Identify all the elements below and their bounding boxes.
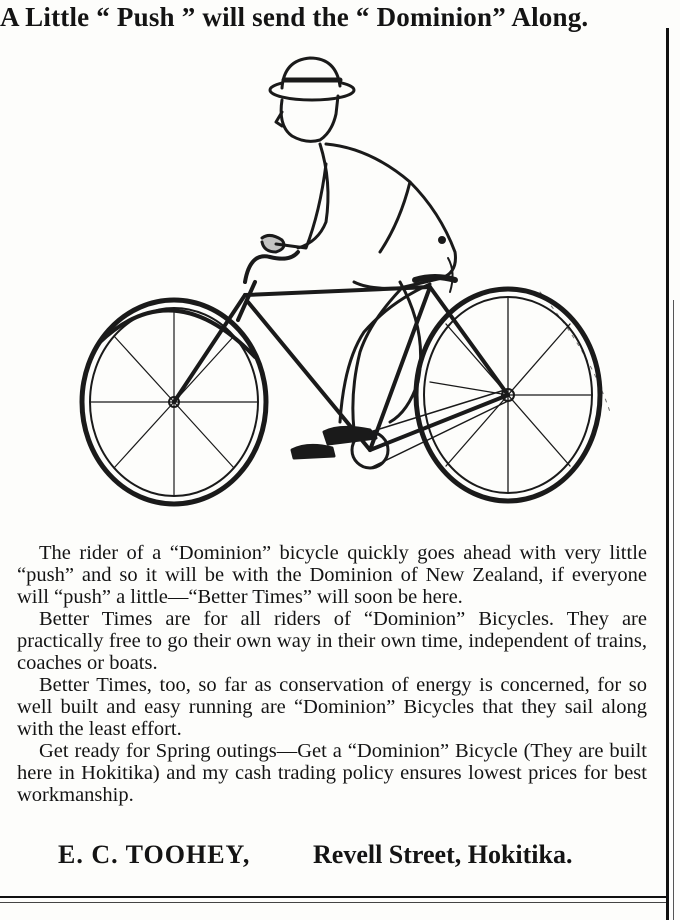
column-rule-right-inner <box>673 300 674 920</box>
merchant-address: Revell Street, Hokitika. <box>313 840 573 869</box>
cyclist-illustration <box>70 52 660 532</box>
advert-headline: A Little “ Push ” will send the “ Dominion” Along. <box>0 2 589 32</box>
paragraph: Better Times, too, so far as conservation of energy is concerned, for so well built and easy running are “Dominion” Bicycles that they sail along with the least effort. <box>17 674 647 740</box>
advert-footer <box>58 838 638 872</box>
column-rule-right <box>666 28 669 920</box>
paragraph: Get ready for Spring outings—Get a “Dominion” Bicycle (They are built here in Hokitika) and my cash trading policy ensures lowest prices for best workmanship. <box>17 740 647 806</box>
paragraph: The rider of a “Dominion” bicycle quickly goes ahead with very little “push” and so it will be with the Dominion of New Zealand, if everyone will “push” a little—“Better Times” will soon be here. <box>17 542 647 608</box>
advert-body-text <box>17 542 647 806</box>
column-rule-bottom-thin <box>0 902 666 903</box>
column-rule-bottom <box>0 896 666 898</box>
paragraph: Better Times are for all riders of “Dominion” Bicycles. They are practically free to go their own way in their own time, independent of trains, coaches or boats. <box>17 608 647 674</box>
merchant-name: E. C. TOOHEY, <box>58 840 251 869</box>
